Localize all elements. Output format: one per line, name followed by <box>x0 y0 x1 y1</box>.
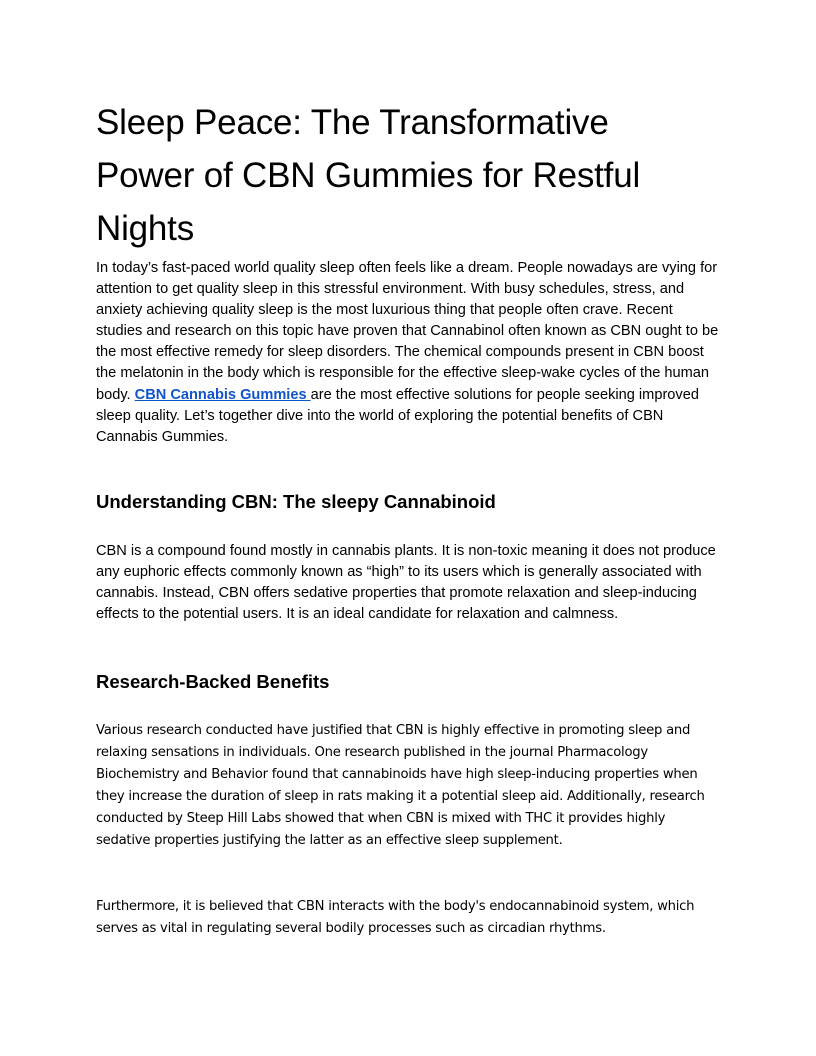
endocannabinoid-paragraph: Furthermore, it is believed that CBN interacts with the body's endocannabinoid system, which serves as vital in regulating several bodily processes such as circadian rhythms. <box>96 899 695 936</box>
section-heading-research-benefits: Research-Backed Benefits <box>96 671 330 692</box>
document-title: Sleep Peace: The Transformative Power of CBN Gummies for Restful Nights <box>96 103 641 248</box>
research-paragraph: Various research conducted have justified that CBN is highly effective in promoting sleep and relaxing sensations in individuals. One research published in the journal Pharmacology Biochemistry and Behavior found that cannabinoids have high sleep-inducing properties when they increase the duration of sleep in rats making it a potential sleep aid. Additionally, research conducted by Steep Hill Labs showed that when CBN is mixed with THC it provides highly sedative properties justifying the latter as an effective sleep supplement. <box>96 723 705 848</box>
intro-paragraph <box>96 258 722 448</box>
document-content <box>96 96 720 936</box>
cbn-cannabis-gummies-link[interactable]: CBN Cannabis Gummies <box>134 386 311 403</box>
understanding-cbn-paragraph: CBN is a compound found mostly in cannabis plants. It is non-toxic meaning it does not produce any euphoric effects commonly known as “high” to its users which is generally associated with cannabis. Instead, CBN offers sedative properties that promote relaxation and sleep-inducing effects to the potential users. It is an ideal candidate for relaxation and calmness. <box>96 543 716 623</box>
intro-text-after-link: are the most effective solutions for people seeking improved sleep quality. Let’s together dive into the world of exploring the potential benefits of CBN Cannabis Gummies. <box>96 386 699 445</box>
intro-text-before-link: In today’s fast-paced world quality sleep often feels like a dream. People nowadays are vying for attention to get quality sleep in this stressful environment. With busy schedules, stress, and anxiety achieving quality sleep is the most luxurious thing that people often crave. Recent studies and research on this topic have proven that Cannabinol often known as CBN ought to be the most effective remedy for sleep disorders. The chemical compounds present in CBN boost the melatonin in the body which is responsible for the effective sleep-wake cycles of the human body. <box>96 260 719 403</box>
section-heading-understanding-cbn: Understanding CBN: The sleepy Cannabinoid <box>96 491 496 512</box>
